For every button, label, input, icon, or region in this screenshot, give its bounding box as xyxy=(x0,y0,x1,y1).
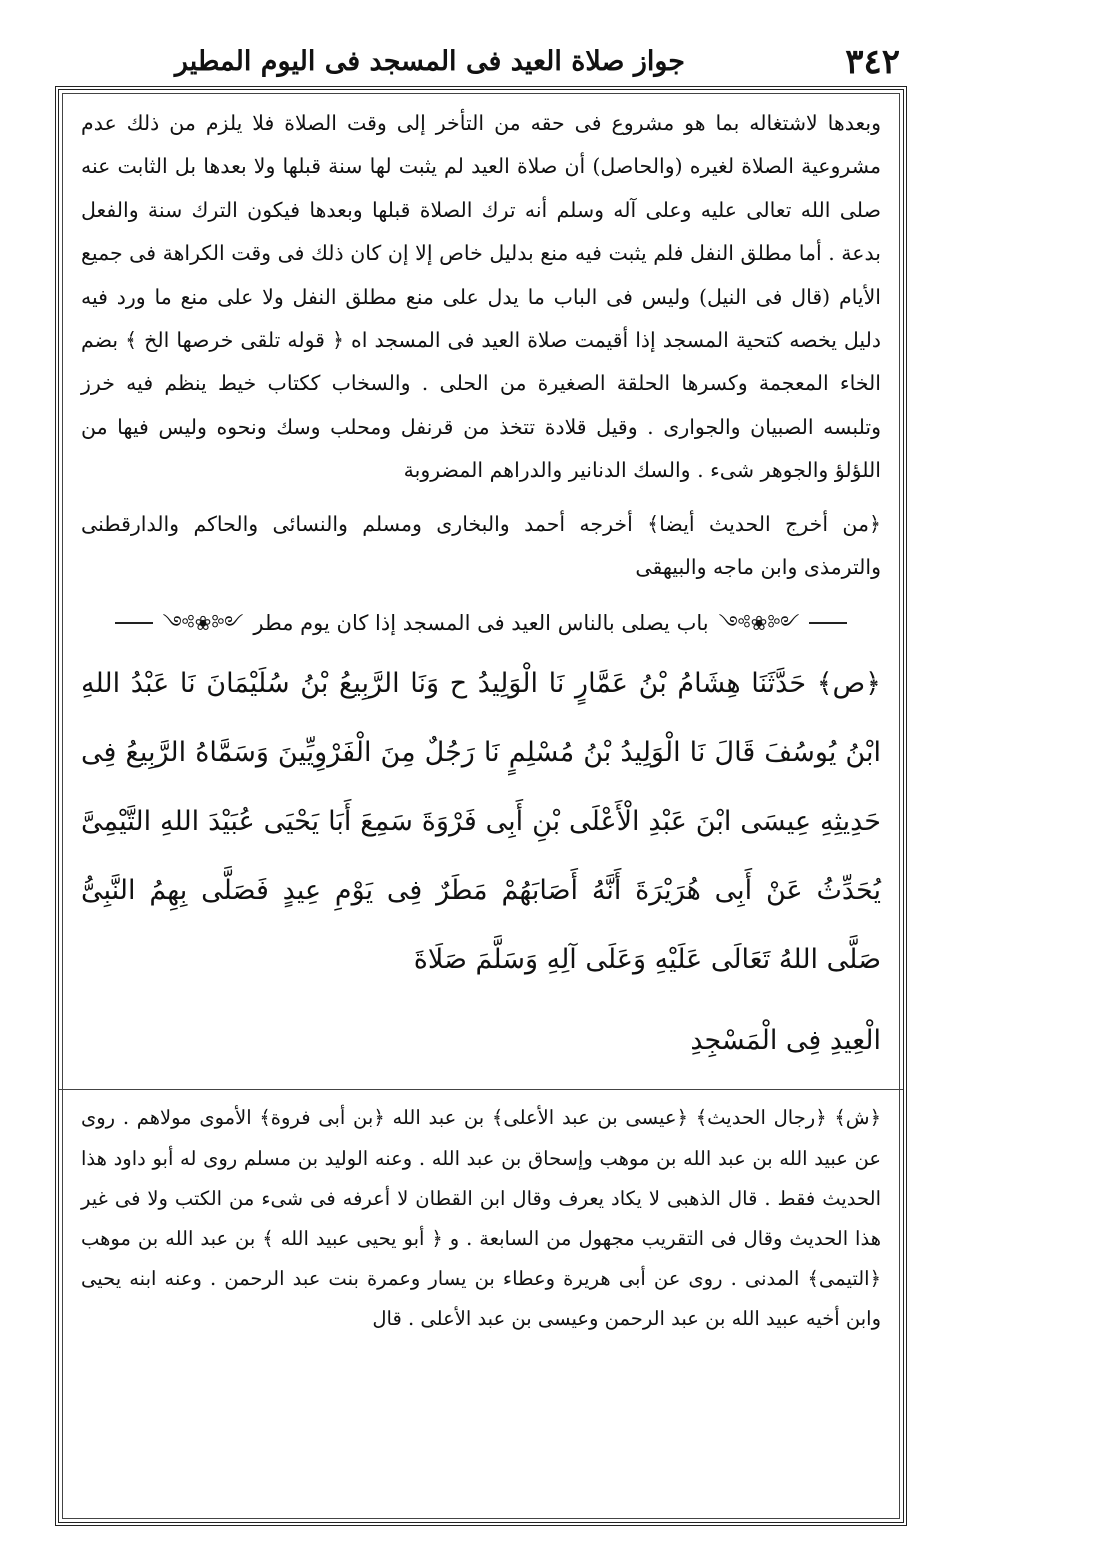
chapter-heading xyxy=(81,603,881,643)
ornament-left-icon: ༺❀༻ xyxy=(162,611,244,636)
running-title: جواز صلاة العيد فى المسجد فى اليوم المطير xyxy=(174,46,685,77)
page-number: ٣٤٢ xyxy=(845,42,900,82)
hadith-text: حَدَّثَنَا هِشَامُ بْنُ عَمَّارٍ نَا الْوَلِيدُ ح وَنَا الرَّبِيعُ بْنُ سُلَيْمَانَ نَا عَبْدُ اللهِ ابْنُ يُوسُفَ قَالَ نَا الْوَلِيدُ بْنُ مُسْلِمٍ نَا رَجُلٌ مِنَ الْفَرْوِيِّينَ وَسَمَّاهُ الرَّبِيعُ فِى حَدِيثِهِ عِيسَى ابْنَ عَبْدِ الْأَعْلَى بْنِ أَبِى فَرْوَةَ سَمِعَ أَبَا يَحْيَى عُبَيْدَ اللهِ التَّيْمِىَّ يُحَدِّثُ عَنْ أَبِى هُرَيْرَةَ أَنَّهُ أَصَابَهُمْ مَطَرٌ فِى يَوْمِ عِيدٍ فَصَلَّى بِهِمُ النَّبِىُّ صَلَّى اللهُ تَعَالَى عَلَيْهِ وَعَلَى آلِهِ وَسَلَّمَ صَلَاةَ xyxy=(81,668,881,976)
heading-dash-right xyxy=(809,622,847,624)
hadith-last-line: الْعِيدِ فِى الْمَسْجِدِ xyxy=(690,1025,881,1057)
commentary-continuation: وبعدها لاشتغاله بما هو مشروع فى حقه من التأخر إلى وقت الصلاة فلا يلزم من ذلك عدم مشروعية الصلاة لغيره (والحاصل) أن صلاة العيد لم يثبت لها سنة قبلها ولا بعدها بل الثابت عنه صلى الله تعالى عليه وعلى آله وسلم أنه ترك الصلاة قبلها وبعدها فيكون الترك سنة والفعل بدعة . أما مطلق النفل فلم يثبت فيه منع بدليل خاص إلا إن كان ذلك فى وقت الكراهة فى جميع الأيام (قال فى النيل) وليس فى الباب ما يدل على منع مطلق النفل ولا على منع ما ورد فيه دليل يخصه كتحية المسجد إذا أقيمت صلاة العيد فى المسجد اه ﴿ قوله تلقى خرصها الخ ﴾ بضم الخاء المعجمة وكسرها الحلقة الصغيرة من الحلى . والسخاب ككتاب خيط ينظم فيه خرز وتلبسه الصبيان والجوارى . وقيل قلادة تتخذ من قرنفل ومحلب وسك ونحوه وليس فيها من اللؤلؤ والجوهر شىء . والسك الدنانير والدراهم المضروبة xyxy=(81,111,881,483)
chapter-title: باب يصلى بالناس العيد فى المسجد إذا كان يوم مطر xyxy=(253,611,709,636)
heading-dash-left xyxy=(115,622,153,624)
page-content xyxy=(81,102,881,1340)
hadith-commentary: ﴿ش﴾ ﴿رجال الحديث﴾ ﴿عيسى بن عبد الأعلى﴾ بن عبد الله ﴿بن أبى فروة﴾ الأموى مولاهم . روى عن عبيد الله بن عبد الله بن موهب وإسحاق بن عبد الله . وعنه الوليد بن مسلم روى له أبو داود هذا الحديث فقط . قال الذهبى لا يكاد يعرف وقال ابن القطان لا أعرفه فى شىء من الكتب ولا فى غير هذا الحديث وقال فى التقريب مجهول من السابعة . و ﴿ أبو يحيى عبيد الله ﴾ بن عبد الله بن موهب ﴿التيمى﴾ المدنى . روى عن أبى هريرة وعطاء بن يسار وعمرة بنت عبد الرحمن . وعنه ابنه يحيى وابن أخيه عبيد الله بن عبد الرحمن وعيسى بن عبد الأعلى . قال xyxy=(81,1106,881,1331)
section-divider xyxy=(59,1089,903,1090)
page-header xyxy=(55,38,910,86)
ornament-right-icon: ༺❀༻ xyxy=(718,611,800,636)
page-frame xyxy=(55,86,907,1526)
hadith-text-block xyxy=(81,649,881,1075)
hadith-marker: ﴿ص﴾ xyxy=(816,668,881,700)
hadith-sources-paragraph: ﴿من أخرج الحديث أيضا﴾ أخرجه أحمد والبخارى ومسلم والنسائى والحاكم والدارقطنى والترمذى وابن ماجه والبيهقى xyxy=(81,511,881,580)
